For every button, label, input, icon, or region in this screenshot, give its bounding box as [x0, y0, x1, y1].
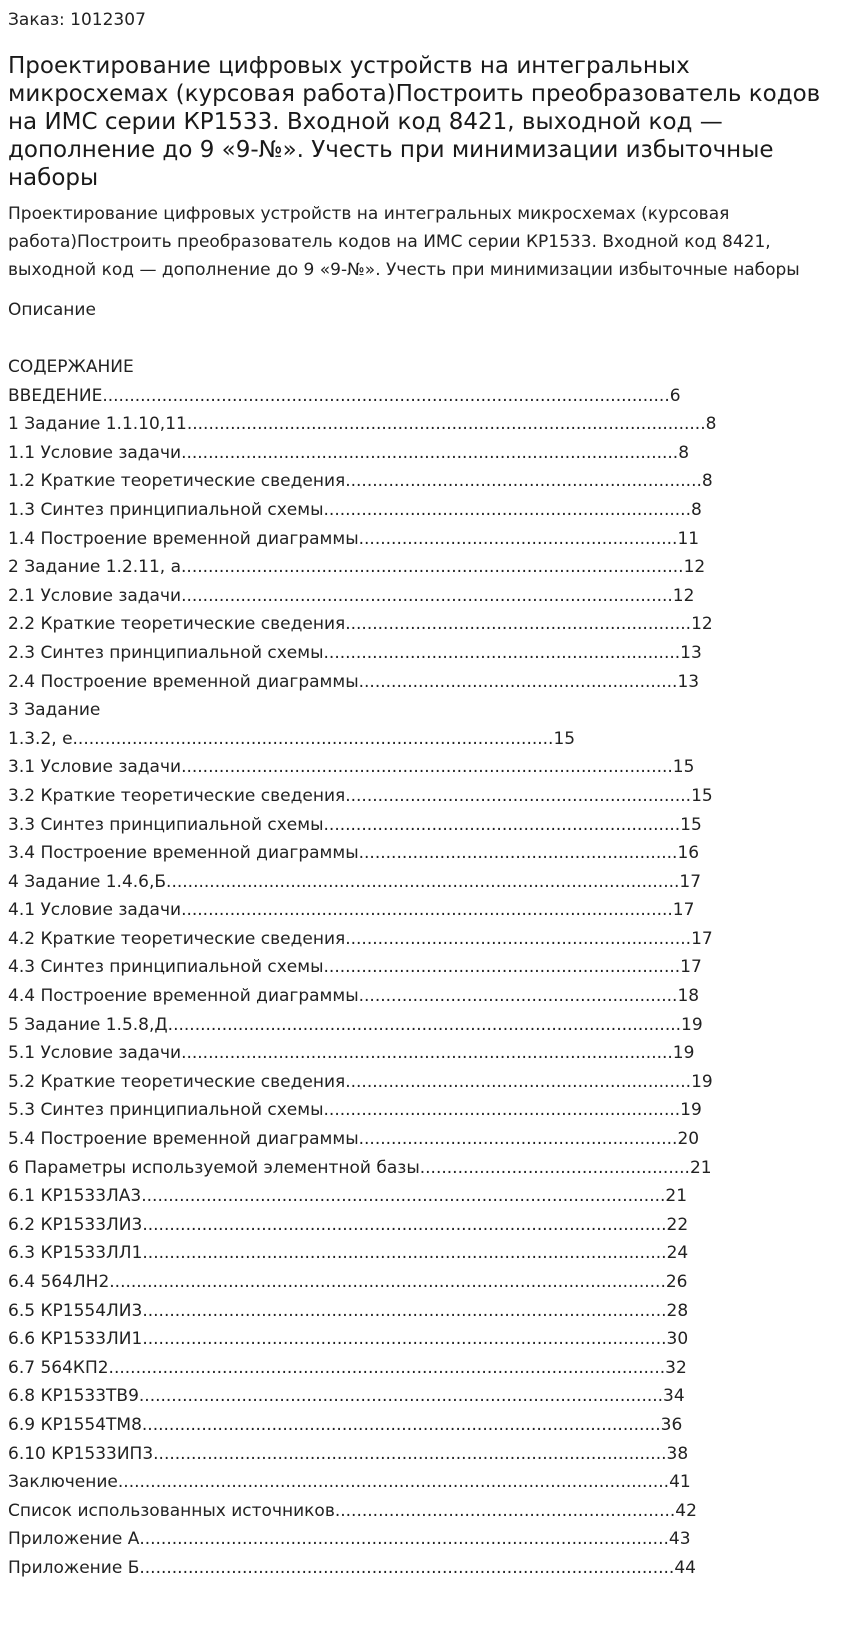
toc-item: 4.4 Построение временной диаграммы...........................................................18	[8, 986, 700, 1007]
toc-item: 1 Задание 1.1.10,11................................................................................................8	[8, 414, 717, 435]
toc-item: 4 Задание 1.4.6,Б...............................................................................................17	[8, 871, 702, 892]
toc-item: 5.1 Условие задачи...........................................................................................19	[8, 1043, 695, 1064]
toc-item: 5.3 Синтез принципиальной схемы..................................................................19	[8, 1100, 702, 1121]
toc-item: 4.3 Синтез принципиальной схемы..................................................................17	[8, 957, 702, 978]
toc-item: ВВЕДЕНИЕ.........................................................................................................6	[8, 385, 681, 406]
toc-item: Заключение......................................................................................................41	[8, 1472, 691, 1493]
toc-item: 4.1 Условие задачи...........................................................................................17	[8, 900, 695, 921]
toc-item: 6.10 КР1533ИП3...............................................................................................38	[8, 1443, 689, 1464]
toc-item: 6.5 КР1554ЛИ3.................................................................................................28	[8, 1300, 689, 1321]
toc-item: 6.3 КР1533ЛЛ1.................................................................................................24	[8, 1243, 689, 1264]
toc-item: 2.3 Синтез принципиальной схемы..................................................................13	[8, 642, 702, 663]
toc-item: 1.3 Синтез принципиальной схемы....................................................................8	[8, 499, 702, 520]
toc-item: 6.1 КР1533ЛА3.................................................................................................21	[8, 1186, 688, 1207]
toc-item: Приложение Б...................................................................................................44	[8, 1557, 696, 1578]
toc-item: 1.1 Условие задачи............................................................................................8	[8, 442, 690, 463]
toc-item: 5.2 Краткие теоретические сведения................................................................19	[8, 1071, 713, 1092]
toc-item: Приложение А..................................................................................................43	[8, 1529, 691, 1550]
toc-item: 1.4 Построение временной диаграммы...........................................................11	[8, 528, 700, 549]
toc-item: 2.1 Условие задачи...........................................................................................12	[8, 585, 695, 606]
toc-item: 1.3.2, е.........................................................................................15	[8, 728, 576, 749]
toc-item: Список использованных источников...............................................................42	[8, 1500, 697, 1521]
toc-item: 2 Задание 1.2.11, а.............................................................................................12	[8, 557, 706, 578]
toc-item: 4.2 Краткие теоретические сведения................................................................17	[8, 928, 713, 949]
toc-item: 5 Задание 1.5.8,Д...............................................................................................19	[8, 1014, 703, 1035]
toc-item: 3.4 Построение временной диаграммы...........................................................16	[8, 843, 700, 864]
order-number: Заказ: 1012307	[8, 10, 146, 30]
toc-item: 6.8 КР1533ТВ9.................................................................................................34	[8, 1386, 685, 1407]
page-title: Проектирование цифровых устройств на интегральных микросхемах (курсовая работа)Построить преобразователь кодов на ИМС серии КР1533. Входной код 8421, выходной код — дополнение до 9 «9-№». Учесть при минимизации избыточные наборы	[8, 53, 821, 191]
toc-item: 6.2 КР1533ЛИ3.................................................................................................22	[8, 1214, 689, 1235]
toc-item: 6.9 КР1554ТМ8................................................................................................36	[8, 1414, 683, 1435]
toc-item: 3.1 Условие задачи...........................................................................................15	[8, 757, 695, 778]
toc-item: 6.7 564КП2.......................................................................................................32	[8, 1357, 687, 1378]
toc-item: 3 Задание	[8, 700, 101, 721]
table-of-contents	[8, 382, 839, 1583]
toc-item: 1.2 Краткие теоретические сведения..................................................................8	[8, 471, 713, 492]
toc-item: 3.2 Краткие теоретические сведения................................................................15	[8, 785, 713, 806]
lead-paragraph: Проектирование цифровых устройств на интегральных микросхемах (курсовая работа)Построить преобразователь кодов на ИМС серии КР1533. Входной код 8421, выходной код — дополнение до 9 «9-№». Учесть при минимизации избыточные наборы	[8, 204, 800, 280]
toc-item: 2.2 Краткие теоретические сведения................................................................12	[8, 614, 713, 635]
toc-item: 2.4 Построение временной диаграммы...........................................................13	[8, 671, 700, 692]
toc-item: 6.4 564ЛН2.......................................................................................................26	[8, 1272, 688, 1292]
toc-item: 6.6 КР1533ЛИ1.................................................................................................30	[8, 1329, 689, 1350]
description-label: Описание	[8, 300, 96, 320]
toc-item: 3.3 Синтез принципиальной схемы..................................................................15	[8, 814, 702, 835]
toc-heading: СОДЕРЖАНИЕ	[8, 357, 134, 377]
toc-item: 5.4 Построение временной диаграммы...........................................................20	[8, 1129, 700, 1150]
toc-item: 6 Параметры используемой элементной базы..................................................21	[8, 1157, 712, 1178]
